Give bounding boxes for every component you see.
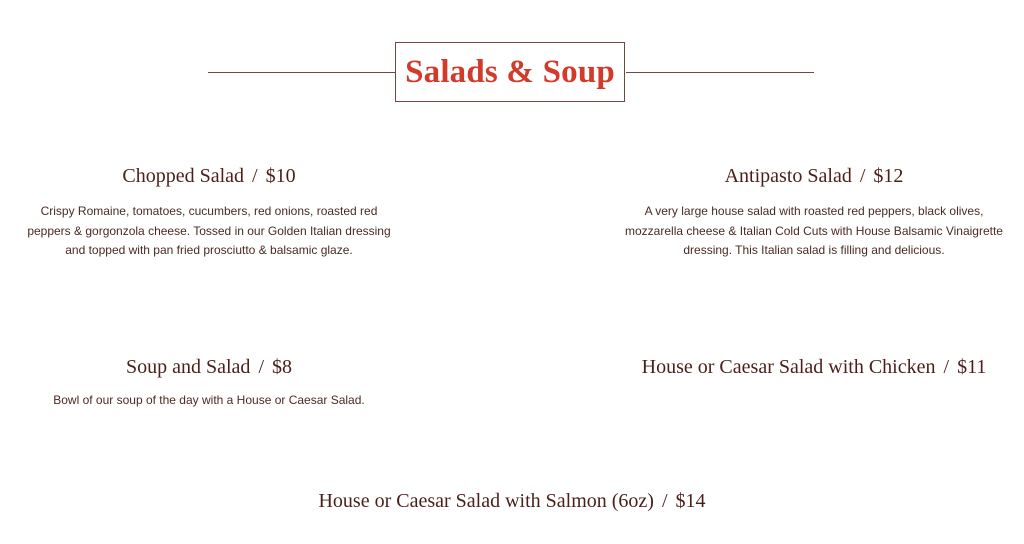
- menu-item-price: $10: [265, 165, 296, 187]
- menu-item-antipasto-salad: [625, 164, 1003, 261]
- price-separator: /: [859, 165, 866, 187]
- menu-item-salad-with-salmon: [212, 489, 812, 513]
- price-separator: /: [943, 356, 950, 378]
- menu-item-heading: [625, 355, 1003, 379]
- menu-item-soup-and-salad: [24, 355, 394, 411]
- menu-item-name: House or Caesar Salad with Chicken: [641, 356, 936, 378]
- menu-item-description: Bowl of our soup of the day with a House or Caesar Salad.: [53, 393, 365, 407]
- menu-item-description: A very large house salad with roasted red peppers, black olives, mozzarella cheese & Italian Cold Cuts with House Balsamic Vinaigrette dressing. This Italian salad is filling and delicious.: [625, 204, 1003, 257]
- menu-item-heading: [24, 164, 394, 188]
- menu-item-price: $8: [272, 356, 292, 378]
- price-separator: /: [252, 165, 258, 187]
- menu-item-name: Chopped Salad: [122, 165, 245, 187]
- menu-item-description: Crispy Romaine, tomatoes, cucumbers, red onions, roasted red peppers & gorgonzola cheese. Tossed in our Golden Italian dressing and topped with pan fried prosciutto & balsamic glaze.: [27, 204, 391, 257]
- menu-item-heading: [24, 355, 394, 379]
- menu-item-salad-with-chicken: [625, 355, 1003, 379]
- header-rule-right: [626, 72, 814, 73]
- menu-item-price: $12: [873, 165, 904, 187]
- menu-item-name: Antipasto Salad: [724, 165, 852, 187]
- menu-item-heading: [212, 489, 812, 513]
- menu-item-price: $14: [675, 490, 706, 512]
- section-title: Salads & Soup: [405, 53, 615, 90]
- menu-item-heading: [625, 164, 1003, 188]
- menu-item-name: Soup and Salad: [126, 356, 251, 378]
- price-separator: /: [661, 490, 668, 512]
- price-separator: /: [258, 356, 264, 378]
- menu-item-name: House or Caesar Salad with Salmon (6oz): [318, 490, 654, 512]
- header-rule-left: [208, 72, 396, 73]
- menu-item-price: $11: [957, 356, 987, 378]
- section-header: [0, 42, 1024, 104]
- menu-item-chopped-salad: [24, 164, 394, 261]
- section-title-box: [395, 42, 625, 102]
